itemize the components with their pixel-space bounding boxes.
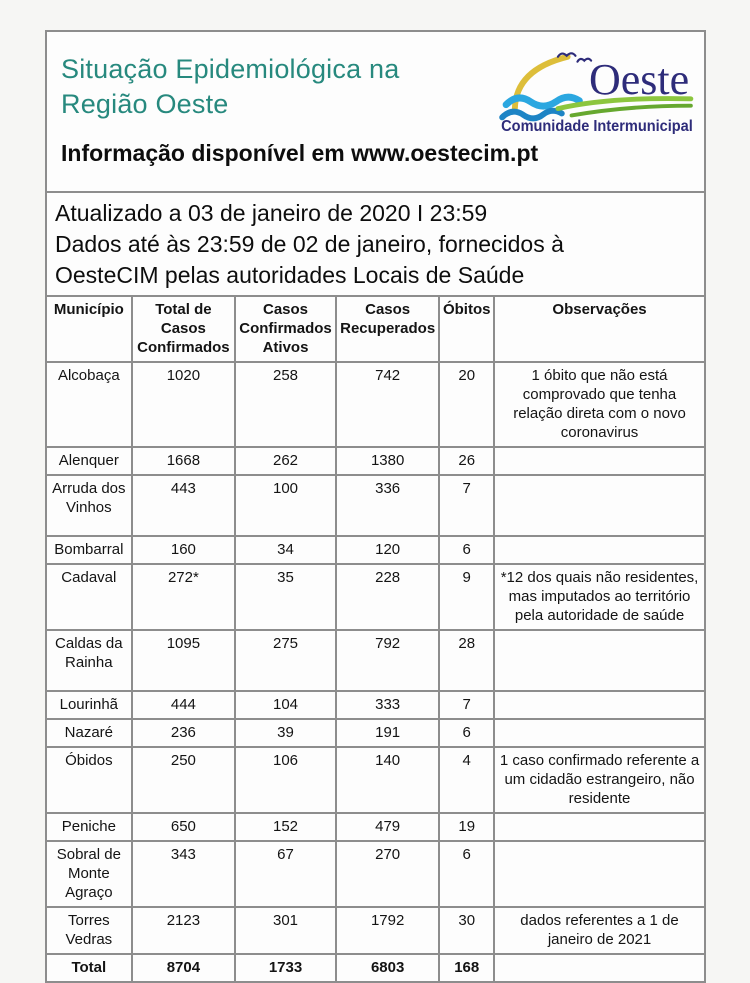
cell-ativos: 106 [235,747,336,813]
update-line-2: Dados até às 23:59 de 02 de janeiro, fornecidos à [55,231,564,257]
cell-ativos: 100 [235,475,336,536]
cell-total: 1668 [132,447,235,475]
logo-wordmark: Oeste [588,54,690,104]
table-row [46,564,705,630]
cell-obitos: 28 [439,630,494,691]
cell-obitos: 4 [439,747,494,813]
cell-municipio: Lourinhã [46,691,132,719]
cell-obitos: 168 [439,954,494,982]
document [45,30,706,983]
cell-recuperados: 6803 [336,954,439,982]
cell-obitos: 30 [439,907,494,954]
cell-recuperados: 336 [336,475,439,536]
table-row [46,630,705,691]
page-title [61,44,399,122]
cell-recuperados: 1792 [336,907,439,954]
cell-ativos: 275 [235,630,336,691]
cell-municipio: Sobral de Monte Agraço [46,841,132,907]
cell-recuperados: 1380 [336,447,439,475]
update-line-1: Atualizado a 03 de janeiro de 2020 I 23:59 [55,200,488,226]
cell-municipio: Arruda dos Vinhos [46,475,132,536]
cell-obitos: 6 [439,841,494,907]
col-header-recuperados: Casos Recuperados [336,296,439,362]
cell-recuperados: 120 [336,536,439,564]
page-title-line-2: Região Oeste [61,89,229,119]
cell-obs [494,691,705,719]
cell-obs: 1 caso confirmado referente a um cidadão estrangeiro, não residente [494,747,705,813]
table-row [46,536,705,564]
cell-recuperados: 479 [336,813,439,841]
cell-municipio: Cadaval [46,564,132,630]
col-header-confirmados-ativos: Casos Confirmados Ativos [235,296,336,362]
cell-obitos: 7 [439,691,494,719]
cell-municipio: Nazaré [46,719,132,747]
cell-municipio: Peniche [46,813,132,841]
covid-cases-table [45,295,706,983]
cell-obitos: 7 [439,475,494,536]
cell-ativos: 258 [235,362,336,447]
cell-municipio: Torres Vedras [46,907,132,954]
cell-total: 1095 [132,630,235,691]
table-row [46,447,705,475]
header-box [45,30,706,193]
cell-total: 443 [132,475,235,536]
table-row [46,841,705,907]
cell-ativos: 67 [235,841,336,907]
table-row [46,475,705,536]
cell-total: 236 [132,719,235,747]
cell-total: 272* [132,564,235,630]
cell-obs [494,475,705,536]
cell-ativos: 262 [235,447,336,475]
cell-obs [494,841,705,907]
table-row [46,362,705,447]
cell-total: 250 [132,747,235,813]
cell-obs [494,719,705,747]
cell-recuperados: 191 [336,719,439,747]
cell-municipio: Óbidos [46,747,132,813]
cell-municipio: Alenquer [46,447,132,475]
cell-recuperados: 228 [336,564,439,630]
cell-total: 8704 [132,954,235,982]
cell-recuperados: 792 [336,630,439,691]
oeste-logo [498,46,696,134]
cell-municipio: Caldas da Rainha [46,630,132,691]
logo-subtitle: Comunidade Intermunicipal [501,118,693,134]
cell-recuperados: 742 [336,362,439,447]
cell-ativos: 34 [235,536,336,564]
cell-municipio: Bombarral [46,536,132,564]
col-header-total-confirmados: Total de Casos Confirmados [132,296,235,362]
cell-municipio: Total [46,954,132,982]
col-header-municipio: Município [46,296,132,362]
cell-obs [494,813,705,841]
update-line-3: OesteCIM pelas autoridades Locais de Saúde [55,262,525,288]
cell-total: 160 [132,536,235,564]
cell-ativos: 35 [235,564,336,630]
table-body [46,362,705,982]
cell-recuperados: 333 [336,691,439,719]
cell-ativos: 104 [235,691,336,719]
cell-total: 1020 [132,362,235,447]
table-row [46,907,705,954]
table-row [46,747,705,813]
table-row [46,719,705,747]
col-header-observacoes: Observações [494,296,705,362]
cell-obs [494,954,705,982]
cell-total: 444 [132,691,235,719]
cell-obitos: 26 [439,447,494,475]
info-availability-text: Informação disponível em www.oestecim.pt [61,140,539,166]
cell-obitos: 6 [439,719,494,747]
cell-municipio: Alcobaça [46,362,132,447]
cell-total: 2123 [132,907,235,954]
cell-obitos: 19 [439,813,494,841]
cell-obitos: 6 [439,536,494,564]
cell-obs: 1 óbito que não está comprovado que tenha relação direta com o novo coronavirus [494,362,705,447]
cell-ativos: 152 [235,813,336,841]
cell-total: 650 [132,813,235,841]
cell-recuperados: 140 [336,747,439,813]
cell-total: 343 [132,841,235,907]
cell-obs [494,630,705,691]
cell-ativos: 301 [235,907,336,954]
cell-obs: *12 dos quais não residentes, mas imputados ao território pela autoridade de saúde [494,564,705,630]
page-title-line-1: Situação Epidemiológica na [61,54,400,84]
cell-obs [494,447,705,475]
table-header-row [46,296,705,362]
green-line-bottom-icon [572,106,691,116]
cell-obs [494,536,705,564]
table-row [46,691,705,719]
table-row-total [46,954,705,982]
table-row [46,813,705,841]
cell-obitos: 9 [439,564,494,630]
col-header-obitos: Óbitos [439,296,494,362]
cell-recuperados: 270 [336,841,439,907]
cell-ativos: 1733 [235,954,336,982]
cell-obitos: 20 [439,362,494,447]
update-notice-box [45,193,706,295]
cell-obs: dados referentes a 1 de janeiro de 2021 [494,907,705,954]
cell-ativos: 39 [235,719,336,747]
